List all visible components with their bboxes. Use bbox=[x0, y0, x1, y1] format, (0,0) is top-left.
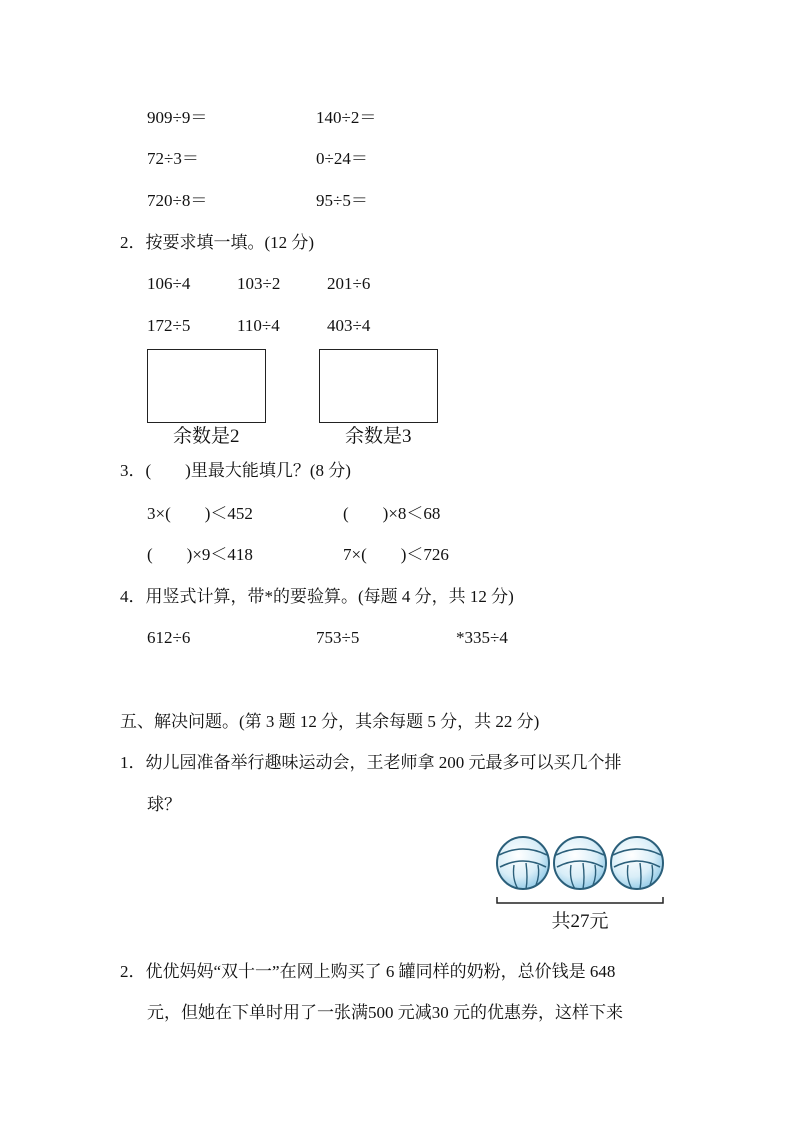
q3-inequality: 3×( )＜452 bbox=[147, 504, 253, 523]
q2-expr: 172÷5 bbox=[147, 316, 191, 335]
q2-expr: 106÷4 bbox=[147, 274, 191, 293]
problem1-text: 1．幼儿园准备举行趣味运动会，王老师拿 200 元最多可以买几个排 bbox=[120, 753, 622, 772]
answer-box-remainder-3[interactable] bbox=[319, 349, 438, 423]
volleyball-icon bbox=[554, 837, 606, 889]
problem2-text-cont: 元，但她在下单时用了一张满500 元减30 元的优惠券，这样下来 bbox=[147, 1003, 623, 1022]
q3-inequality: ( )×8＜68 bbox=[343, 504, 441, 523]
volleyball-illustration bbox=[492, 833, 668, 933]
q2-expr: 201÷6 bbox=[327, 274, 371, 293]
problem2-text: 2．优优妈妈“双十一”在网上购买了 6 罐同样的奶粉，总价钱是 648 bbox=[120, 962, 616, 981]
q4-item: 612÷6 bbox=[147, 628, 191, 647]
volleyball-icon bbox=[611, 837, 663, 889]
q2-expr: 110÷4 bbox=[237, 316, 280, 335]
answer-box-remainder-2[interactable] bbox=[147, 349, 266, 423]
q2-expr: 103÷2 bbox=[237, 274, 281, 293]
price-caption: 共27元 bbox=[551, 911, 609, 932]
expr-720-div-8: 720÷8＝ bbox=[147, 191, 208, 210]
q4-title: 4．用竖式计算，带*的要验算。(每题 4 分，共 12 分) bbox=[120, 587, 514, 606]
volleyball-icon bbox=[497, 837, 549, 889]
problem1-text-cont: 球？ bbox=[147, 795, 181, 814]
box-label-remainder-3: 余数是3 bbox=[345, 426, 412, 447]
q4-item: 753÷5 bbox=[316, 628, 360, 647]
expr-72-div-3: 72÷3＝ bbox=[147, 149, 199, 168]
expr-909-div-9: 909÷9＝ bbox=[147, 108, 208, 127]
expr-95-div-5: 95÷5＝ bbox=[316, 191, 368, 210]
brace-line bbox=[497, 897, 663, 903]
q3-inequality: 7×( )＜726 bbox=[343, 545, 449, 564]
section5-title: 五、解决问题。(第 3 题 12 分，其余每题 5 分，共 22 分) bbox=[120, 712, 540, 731]
q4-item: *335÷4 bbox=[456, 628, 508, 647]
expr-0-div-24: 0÷24＝ bbox=[316, 149, 368, 168]
q3-title: 3．( )里最大能填几？(8 分) bbox=[120, 461, 351, 480]
q2-title: 2．按要求填一填。(12 分) bbox=[120, 233, 315, 252]
q3-inequality: ( )×9＜418 bbox=[147, 545, 253, 564]
box-label-remainder-2: 余数是2 bbox=[173, 426, 240, 447]
expr-140-div-2: 140÷2＝ bbox=[316, 108, 377, 127]
q2-expr: 403÷4 bbox=[327, 316, 371, 335]
